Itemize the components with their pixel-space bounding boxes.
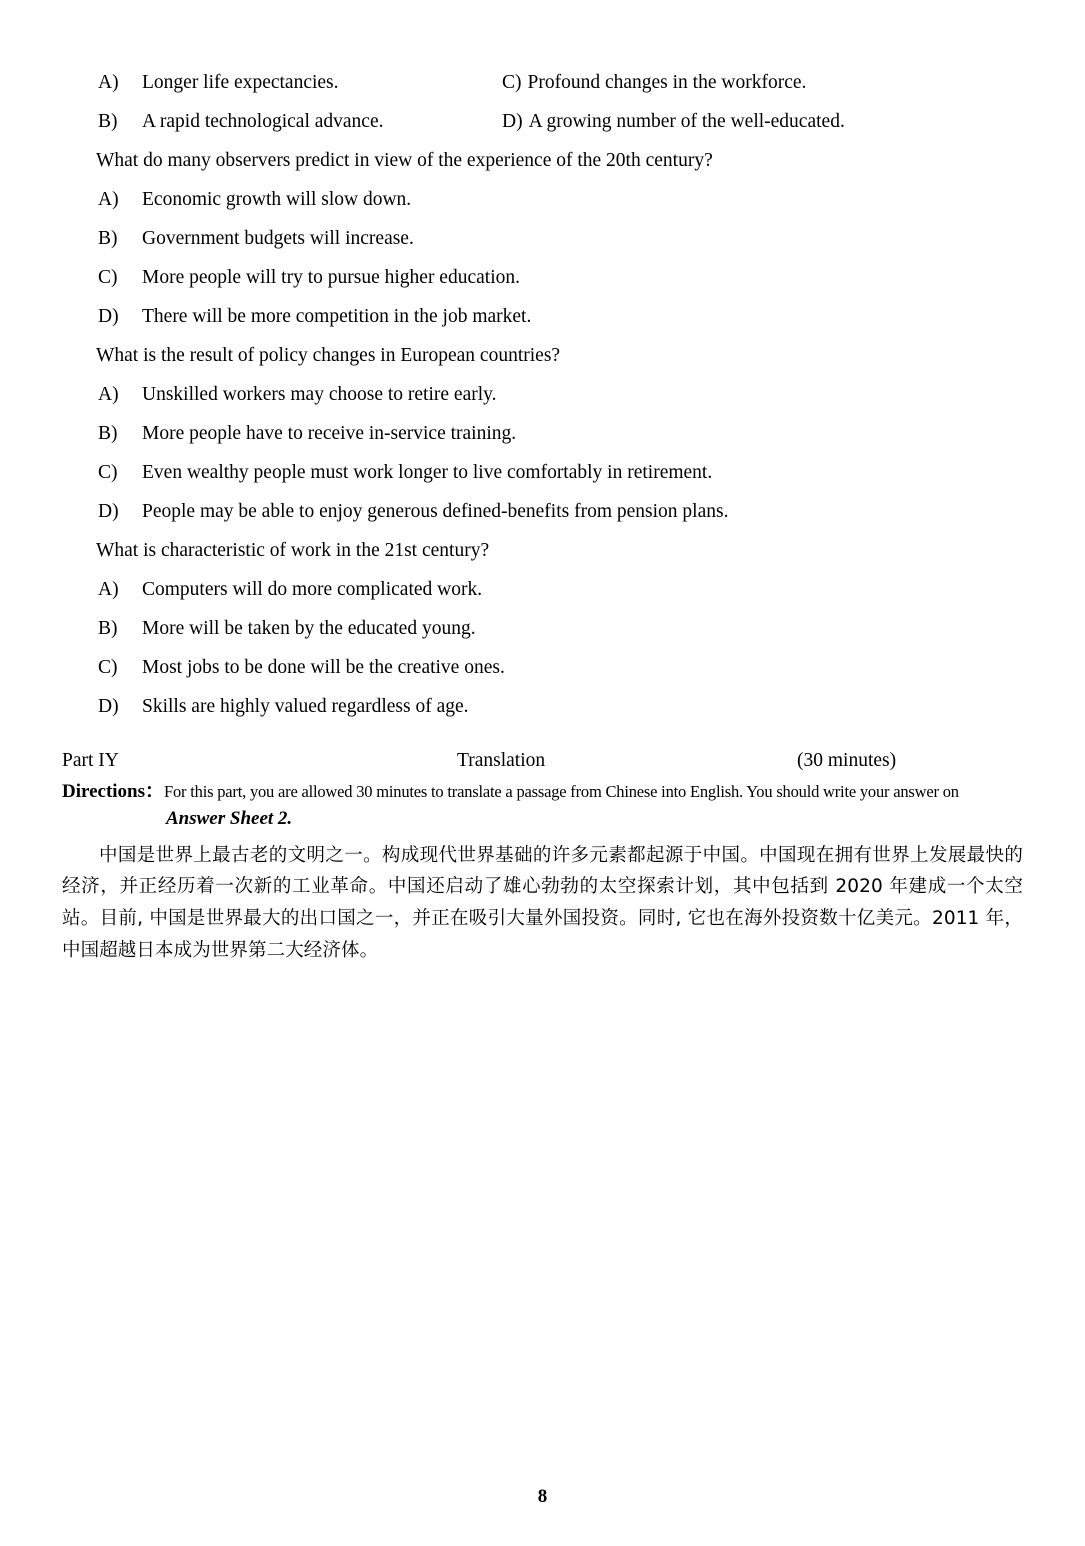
option-text: Most jobs to be done will be the creative ones. [142,657,505,678]
option-item[interactable] [62,306,1023,328]
question-stem: What is the result of policy changes in European countries? [96,345,561,366]
option-text: Economic growth will slow down. [142,189,412,210]
option-letter: A) [98,579,119,600]
option-text: Skills are highly valued regardless of age. [142,696,469,717]
directions-text: For this part, you are allowed 30 minutes to translate a passage from Chinese into English. You should write your answer on [164,782,959,801]
option-item-a[interactable] [62,72,502,94]
option-row [62,111,1023,133]
option-item[interactable] [62,228,1023,250]
option-text: Computers will do more complicated work. [142,579,483,600]
option-item-c[interactable] [502,72,1023,94]
answer-sheet-note: Answer Sheet 2. [166,807,293,829]
question-stem: What is characteristic of work in the 21st century? [96,540,490,561]
option-letter: D) [98,501,119,522]
part-title: Translation [457,750,546,771]
part-label: Part IY [62,750,119,771]
option-letter: C) [98,267,118,288]
option-item[interactable] [62,462,1023,484]
option-letter: A) [98,384,119,405]
directions-label: Directions： [62,781,165,802]
option-text: There will be more competition in the job market. [142,306,532,327]
option-text: More people will try to pursue higher education. [142,267,520,288]
option-text: A growing number of the well-educated. [528,111,845,132]
option-item[interactable] [62,384,1023,406]
part-time-limit: (30 minutes) [797,750,897,771]
option-text: People may be able to enjoy generous defined-benefits from pension plans. [142,501,729,522]
option-letter: B) [98,228,118,249]
option-text: More will be taken by the educated young. [142,618,476,639]
option-item[interactable] [62,189,1023,211]
option-letter: D) [98,696,119,717]
directions [62,778,1023,806]
translation-passage: 中国是世界上最古老的文明之一。构成现代世界基础的许多元素都起源于中国。中国现在拥有世界上发展最快的经济，并正经历着一次新的工业革命。中国还启动了雄心勃勃的太空探索计划，其中包括到 2020 年建成一个太空站。目前, 中国是世界最大的出口国之一，并正在吸引大量外国投资。同时, 它也在海外投资数十亿美元。2011 年，中国超越日本成为世界第二大经济体。 [62,844,1023,961]
option-item[interactable] [62,267,1023,289]
option-item[interactable] [62,579,1023,601]
option-letter: A) [98,189,119,210]
part-header [62,750,1023,772]
option-item[interactable] [62,501,1023,523]
option-text: A rapid technological advance. [142,111,384,132]
option-letter: A) [98,72,119,93]
option-item[interactable] [62,696,1023,718]
option-item[interactable] [62,657,1023,679]
option-text: Profound changes in the workforce. [527,72,807,93]
option-letter: C) [98,462,118,483]
option-row [62,72,1023,94]
option-letter: D) [98,306,119,327]
option-item[interactable] [62,618,1023,640]
page-number: 8 [537,1486,548,1507]
option-letter: B) [98,423,118,444]
option-text: Government budgets will increase. [142,228,414,249]
option-text: Longer life expectancies. [142,72,339,93]
option-letter: C) [502,72,522,93]
option-text: Even wealthy people must work longer to live comfortably in retirement. [142,462,713,483]
option-letter: B) [98,618,118,639]
option-item[interactable] [62,423,1023,445]
option-text: Unskilled workers may choose to retire early. [142,384,497,405]
option-letter: B) [98,111,118,132]
option-letter: C) [98,657,118,678]
option-item-d[interactable] [502,111,1023,133]
option-letter: D) [502,111,523,132]
option-text: More people have to receive in-service training. [142,423,517,444]
option-item-b[interactable] [62,111,502,133]
question-stem: What do many observers predict in view of the experience of the 20th century? [96,150,713,171]
